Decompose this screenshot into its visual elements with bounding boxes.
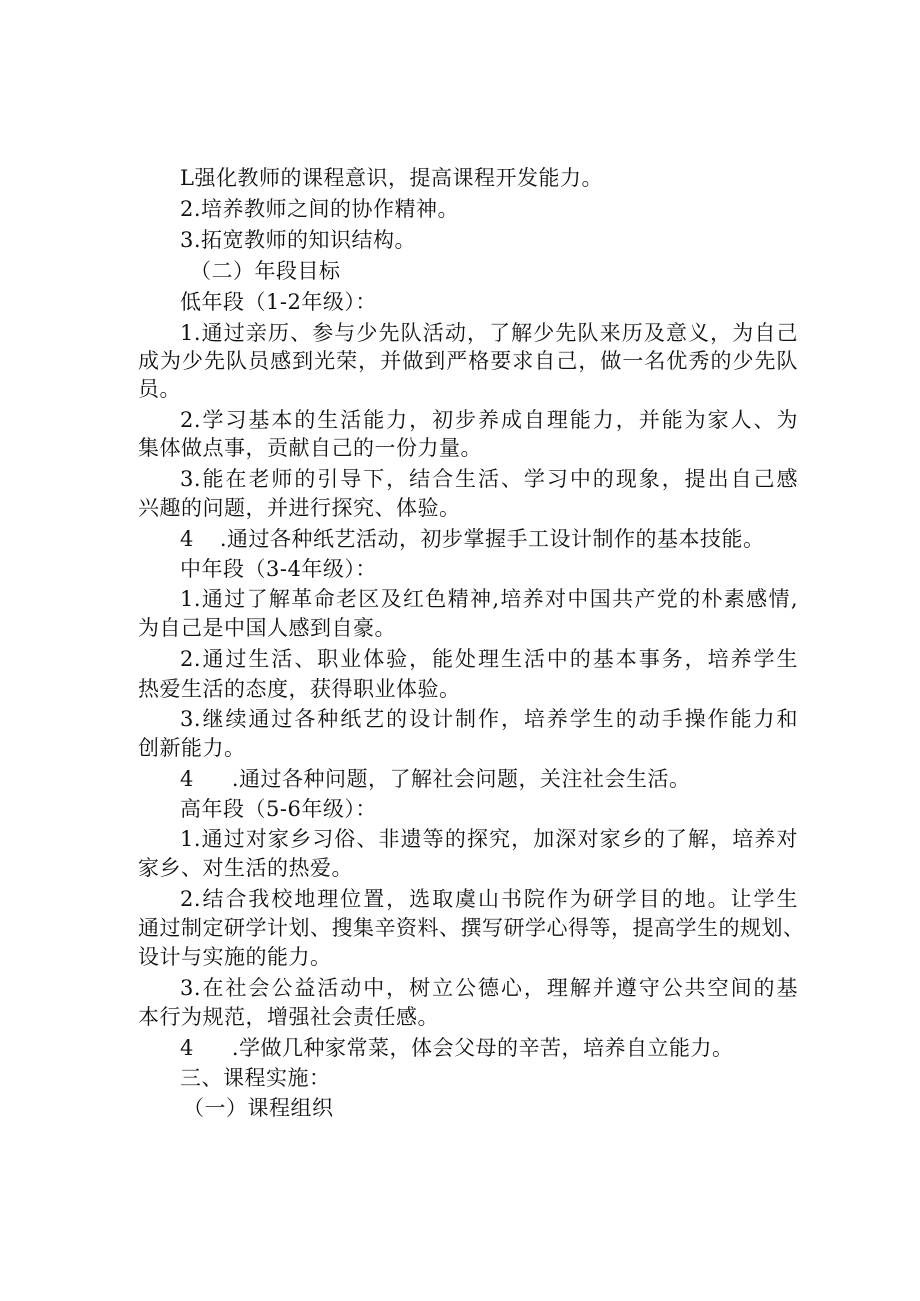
mid-item4-text: .通过各种问题，了解社会问题，关注社会生活。 (231, 767, 691, 791)
section-heading-grade-goals: （二）年段目标 (190, 259, 341, 283)
mid-item4 (180, 764, 798, 794)
high-item4-text: .学做几种家常菜，体会父母的辛苦，培养自立能力。 (231, 1036, 734, 1060)
high-grade-heading: 高年段（5-6年级）： (180, 797, 377, 821)
mid-item2-line2: 热爱生活的态度，获得职业体验。 (138, 677, 461, 701)
low-item4-text: .通过各种纸艺活动，初步掌握手工设计制作的基本技能。 (219, 527, 765, 551)
teacher-goal-1: L强化教师的课程意识，提高课程开发能力。 (180, 166, 603, 190)
section-heading-organization: （一）课程组织 (183, 1096, 334, 1120)
high-item2-line2: 通过制定研学计划、搜集辛资料、撰写研学心得等，提高学生的规划、 (138, 916, 805, 940)
mid-grade-heading: 中年段（3-4年级）： (180, 557, 377, 581)
high-item4 (180, 1033, 798, 1063)
mid-item3-line1: 3.继续通过各种纸艺的设计制作，培养学生的动手操作能力和 (180, 707, 798, 731)
mid-item2-line1: 2.通过生活、职业体验，能处理生活中的基本事务，培养学生 (180, 647, 798, 671)
high-item2-line3: 设计与实施的能力。 (138, 945, 332, 969)
low-item2-line1: 2.学习基本的生活能力，初步养成自理能力，并能为家人、为 (180, 408, 798, 432)
section-heading-implementation: 三、课程实施： (180, 1066, 331, 1090)
high-item1-line1: 1.通过对家乡习俗、非遗等的探究，加深对家乡的了解，培养对 (180, 827, 798, 851)
low-item2-line2: 集体做点事，贡献自己的一份力量。 (138, 436, 482, 460)
teacher-goal-2: 2.培养教师之间的协作精神。 (180, 197, 460, 221)
low-item1-line2: 成为少先队员感到光荣，并做到严格要求自己，做一名优秀的少先队 (138, 349, 798, 373)
low-item4-number: 4 (180, 527, 194, 551)
low-item1-line1: 1.通过亲历、参与少先队活动，了解少先队来历及意义，为自己 (180, 321, 798, 345)
low-item4 (180, 524, 798, 554)
teacher-goal-3: 3.拓宽教师的知识结构。 (180, 228, 417, 252)
high-item1-line2: 家乡、对生活的热爱。 (138, 856, 353, 880)
mid-item1-line2: 为自己是中国人感到自豪。 (138, 616, 396, 640)
low-item1-line3: 员。 (138, 377, 181, 401)
high-item2-line1: 2.结合我校地理位置，选取虞山书院作为研学目的地。让学生 (180, 887, 798, 911)
low-item3-line1: 3.能在老师的引导下，结合生活、学习中的现象，提出自己感 (180, 467, 798, 491)
mid-item1-line1: 1.通过了解革命老区及红色精神,培养对中国共产党的朴素感情, (180, 587, 798, 611)
high-item4-number: 4 (180, 1036, 194, 1060)
high-item3-line2: 本行为规范，增强社会责任感。 (138, 1005, 439, 1029)
low-item3-line2: 兴趣的问题，并进行探究、体验。 (138, 496, 461, 520)
mid-item4-number: 4 (180, 767, 194, 791)
mid-item3-line2: 创新能力。 (138, 736, 246, 760)
high-item3-line1: 3.在社会公益活动中，树立公德心，理解并遵守公共空间的基 (180, 976, 798, 1000)
low-grade-heading: 低年段（1-2年级）： (180, 290, 377, 314)
